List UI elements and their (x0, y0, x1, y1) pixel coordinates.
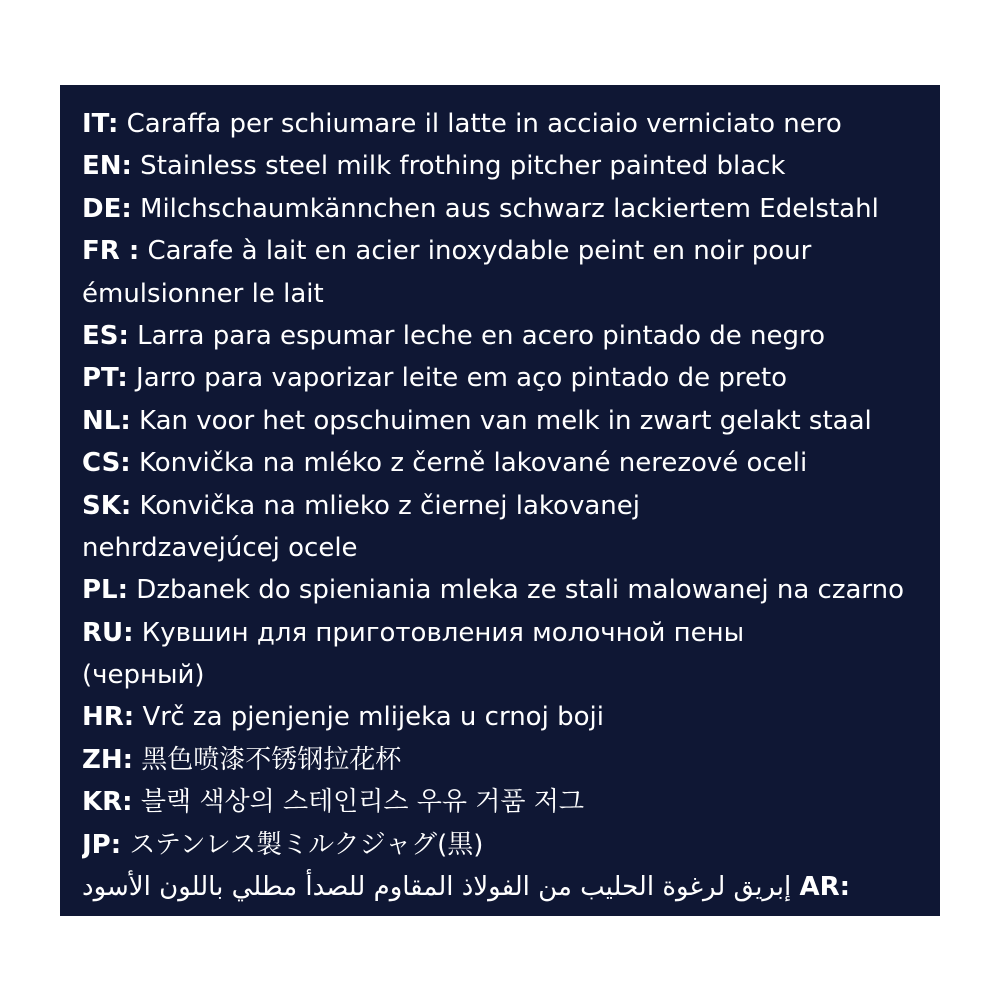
line-fr (82, 230, 918, 272)
language-code: RU: (82, 617, 134, 648)
language-code: EN: (82, 151, 132, 182)
translation-text: Kan voor het opschuimen van melk in zwart gelakt staal (130, 405, 872, 436)
language-code: PT: (82, 363, 128, 394)
line-en (82, 145, 918, 187)
language-code: AR: (799, 872, 851, 903)
line-jp (82, 824, 918, 866)
line-ru-continuation: (черный) (82, 660, 205, 691)
line-es (82, 315, 918, 357)
language-code: FR : (82, 236, 140, 267)
language-code: DE: (82, 193, 132, 224)
line-ru (82, 612, 918, 654)
line-nl (82, 400, 918, 442)
language-code: KR: (82, 787, 133, 818)
language-code: NL: (82, 405, 131, 436)
language-code: SK: (82, 490, 132, 521)
translation-text: Caraffa per schiumare il latte in acciaio verniciato nero (118, 109, 842, 139)
line-it (82, 103, 918, 145)
line-kr (82, 781, 918, 823)
line-pl (82, 569, 918, 611)
language-code: ZH: (82, 744, 134, 775)
language-code: PL: (82, 575, 129, 606)
translation-text: Jarro para vaporizar leite em aço pintado de preto (127, 363, 788, 394)
translation-text: Milchschaumkännchen aus schwarz lackiertem Edelstahl (131, 193, 879, 224)
translation-text: Konvička na mléko z černě lakované nerezové oceli (130, 448, 808, 479)
line-cs (82, 442, 918, 484)
translation-text: Konvička na mlieko z čiernej lakovanej (131, 490, 640, 521)
translation-panel (60, 85, 940, 916)
line-ar (82, 866, 918, 908)
translation-text: إبريق لرغوة الحليب من الفولاذ المقاوم للصدأ مطلي باللون الأسود (82, 872, 792, 903)
translation-text: Vrč za pjenjenje mlijeka u crnoj boji (134, 702, 604, 733)
line-fr-continuation: émulsionner le lait (82, 278, 324, 309)
translation-text: ステンレス製ミルクジャグ(黒) (121, 829, 484, 860)
line-zh (82, 739, 918, 781)
language-code: CS: (82, 448, 131, 479)
language-code: IT: (82, 109, 119, 139)
translation-text: 黑色喷漆不锈钢拉花杯 (133, 744, 402, 775)
line-de (82, 188, 918, 230)
translation-text: 블랙 색상의 스테인리스 우유 거품 저그 (132, 787, 585, 818)
translation-text: Dzbanek do spieniania mleka ze stali malowanej na czarno (128, 575, 905, 606)
translation-text: Кувшин для приготовления молочной пены (133, 617, 745, 648)
line-hr (82, 696, 918, 738)
language-code: JP: (82, 829, 122, 860)
line-pt (82, 357, 918, 399)
language-code: ES: (82, 320, 129, 351)
translation-text: Stainless steel milk frothing pitcher painted black (131, 151, 786, 182)
translation-text: Larra para espumar leche en acero pintado de negro (128, 320, 826, 351)
line-sk (82, 485, 918, 527)
line-sk-continuation: nehrdzavejúcej ocele (82, 532, 358, 563)
translation-text: Carafe à lait en acier inoxydable peint en noir pour (139, 236, 812, 267)
language-code: HR: (82, 702, 135, 733)
